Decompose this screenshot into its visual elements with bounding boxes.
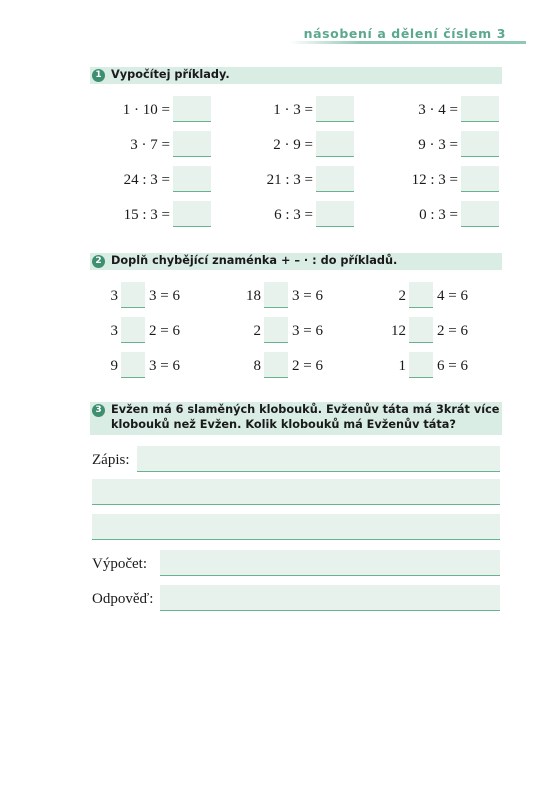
zapis-label: Zápis: [92,452,130,468]
vypocet-line[interactable] [160,550,500,576]
sign-box-2-1[interactable] [264,282,288,308]
answer-box-3-4[interactable] [461,201,499,227]
sign-left-2-3: 8 [253,358,261,374]
exercise-2-4: 6 : 3 = [274,207,313,223]
section1-number: 1 [92,69,105,82]
section3-number: 3 [92,404,105,417]
sign-box-1-3[interactable] [121,352,145,378]
answer-box-2-2[interactable] [316,131,354,157]
answer-box-1-3[interactable] [173,166,211,192]
answer-box-2-1[interactable] [316,96,354,122]
answer-box-3-3[interactable] [461,166,499,192]
page-header-title: násobení a dělení číslem 3 [303,26,506,41]
sign-box-1-2[interactable] [121,317,145,343]
sign-right-1-3: 3 = 6 [149,358,180,374]
section3-instruction-line1: Evžen má 6 slaměných klobouků. Evženův táta má 3krát více [111,403,500,416]
sign-box-3-2[interactable] [409,317,433,343]
sign-right-3-3: 6 = 6 [437,358,468,374]
sign-right-3-1: 4 = 6 [437,288,468,304]
answer-box-2-3[interactable] [316,166,354,192]
vypocet-label: Výpočet: [92,556,147,572]
odpoved-label: Odpověď: [92,591,154,607]
sign-left-3-1: 2 [398,288,406,304]
exercise-3-4: 0 : 3 = [419,207,458,223]
sign-right-3-2: 2 = 6 [437,323,468,339]
sign-box-2-3[interactable] [264,352,288,378]
header-divider [290,41,526,44]
sign-left-2-2: 2 [253,323,261,339]
sign-box-1-1[interactable] [121,282,145,308]
answer-box-2-4[interactable] [316,201,354,227]
exercise-3-3: 12 : 3 = [411,172,458,188]
sign-box-3-3[interactable] [409,352,433,378]
exercise-1-2: 3 · 7 = [130,137,170,153]
answer-box-3-2[interactable] [461,131,499,157]
section2-instruction: Doplň chybějící znaménka + – · : do příkladů. [111,254,398,267]
exercise-1-4: 15 : 3 = [123,207,170,223]
sign-left-1-1: 3 [110,288,118,304]
section2-number: 2 [92,255,105,268]
sign-left-1-3: 9 [110,358,118,374]
exercise-2-1: 1 · 3 = [273,102,313,118]
sign-right-1-1: 3 = 6 [149,288,180,304]
exercise-3-1: 3 · 4 = [418,102,458,118]
exercise-1-3: 24 : 3 = [123,172,170,188]
exercise-3-2: 9 · 3 = [418,137,458,153]
exercise-2-2: 2 · 9 = [273,137,313,153]
sign-left-1-2: 3 [110,323,118,339]
exercise-1-1: 1 · 10 = [122,102,170,118]
zapis-line-2[interactable] [92,479,500,505]
sign-right-2-1: 3 = 6 [292,288,323,304]
sign-left-3-3: 1 [398,358,406,374]
exercise-2-3: 21 : 3 = [266,172,313,188]
sign-left-3-2: 12 [391,323,406,339]
zapis-line-1[interactable] [137,446,500,472]
section1-instruction: Vypočítej příklady. [111,68,230,81]
odpoved-line[interactable] [160,585,500,611]
answer-box-1-4[interactable] [173,201,211,227]
answer-box-3-1[interactable] [461,96,499,122]
zapis-line-3[interactable] [92,514,500,540]
sign-right-1-2: 2 = 6 [149,323,180,339]
sign-right-2-2: 3 = 6 [292,323,323,339]
sign-box-2-2[interactable] [264,317,288,343]
answer-box-1-1[interactable] [173,96,211,122]
answer-box-1-2[interactable] [173,131,211,157]
sign-box-3-1[interactable] [409,282,433,308]
sign-right-2-3: 2 = 6 [292,358,323,374]
section3-instruction-line2: klobouků než Evžen. Kolik klobouků má Evženův táta? [111,418,456,431]
sign-left-2-1: 18 [246,288,261,304]
